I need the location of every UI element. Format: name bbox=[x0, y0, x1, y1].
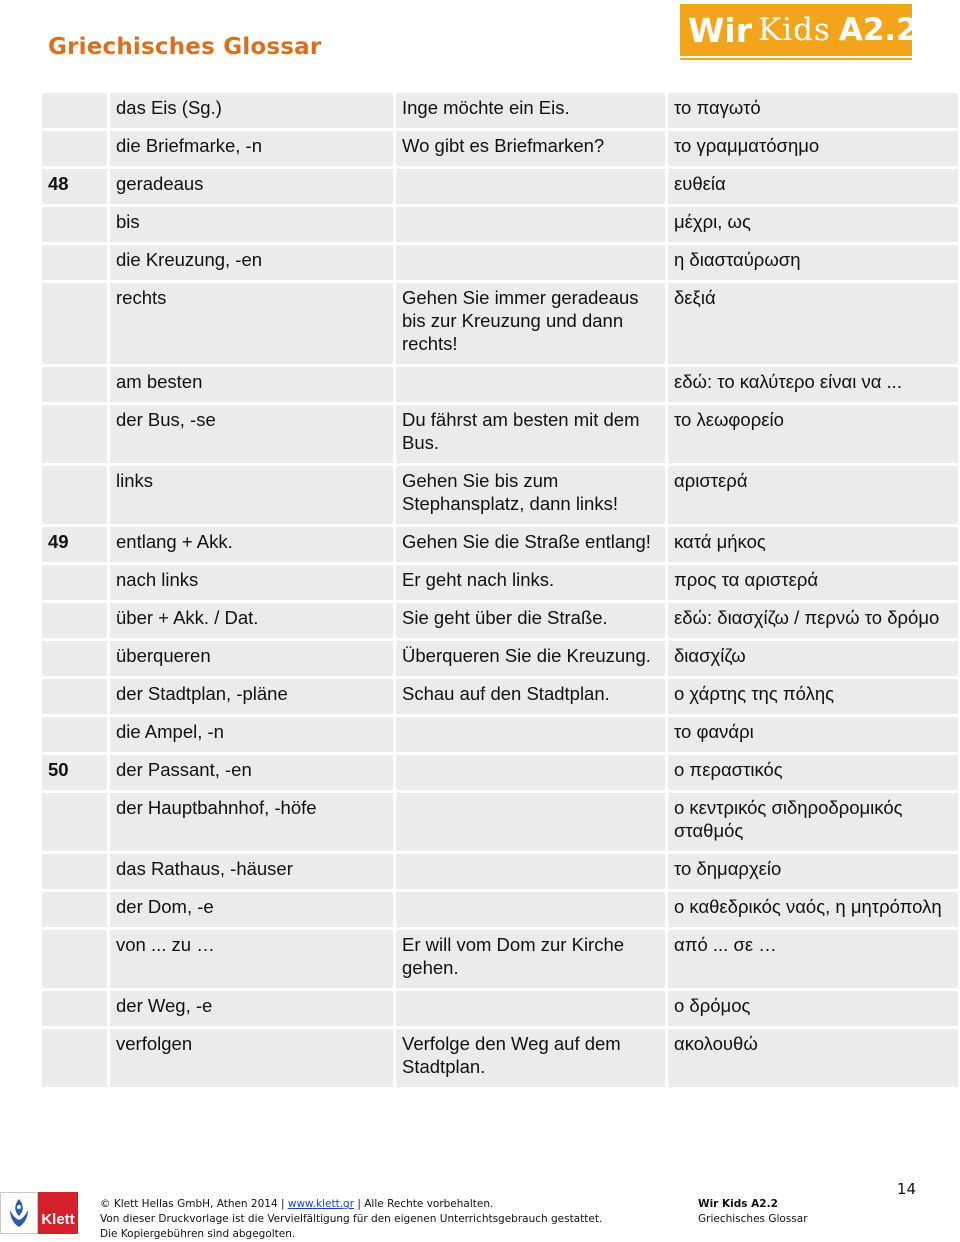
greek-translation: μέχρι, ως bbox=[668, 207, 958, 242]
unit-number bbox=[42, 793, 110, 851]
table-row bbox=[42, 641, 958, 676]
example-sentence bbox=[396, 245, 668, 280]
logo-level-text: A2.2 bbox=[838, 12, 918, 48]
german-word: von ... zu … bbox=[110, 930, 396, 988]
german-word: die Briefmarke, -n bbox=[110, 131, 396, 166]
table-row bbox=[42, 603, 958, 638]
table-row bbox=[42, 405, 958, 463]
table-row bbox=[42, 207, 958, 242]
klett-logo bbox=[0, 1192, 78, 1234]
example-sentence bbox=[396, 854, 668, 889]
example-sentence: Sie geht über die Straße. bbox=[396, 603, 668, 638]
unit-number bbox=[42, 565, 110, 600]
footer-line-3: Die Kopiergebühren sind abgegolten. bbox=[100, 1228, 296, 1240]
example-sentence bbox=[396, 892, 668, 927]
example-sentence: Inge möchte ein Eis. bbox=[396, 93, 668, 128]
german-word: rechts bbox=[110, 283, 396, 364]
example-sentence: Gehen Sie die Straße entlang! bbox=[396, 527, 668, 562]
greek-translation: ο δρόμος bbox=[668, 991, 958, 1026]
footer-rights: | Alle Rechte vorbehalten. bbox=[357, 1198, 494, 1210]
unit-number bbox=[42, 930, 110, 988]
german-word: bis bbox=[110, 207, 396, 242]
table-row bbox=[42, 565, 958, 600]
table-row bbox=[42, 717, 958, 752]
german-word: der Hauptbahnhof, -höfe bbox=[110, 793, 396, 851]
example-sentence: Verfolge den Weg auf dem Stadtplan. bbox=[396, 1029, 668, 1087]
table-row bbox=[42, 169, 958, 204]
example-sentence: Du fährst am besten mit dem Bus. bbox=[396, 405, 668, 463]
table-row bbox=[42, 793, 958, 851]
german-word: der Weg, -e bbox=[110, 991, 396, 1026]
table-row bbox=[42, 755, 958, 790]
greek-translation: το παγωτό bbox=[668, 93, 958, 128]
unit-number bbox=[42, 207, 110, 242]
unit-number: 49 bbox=[42, 527, 110, 562]
table-row bbox=[42, 245, 958, 280]
greek-translation: εδώ: το καλύτερο είναι να ... bbox=[668, 367, 958, 402]
unit-number bbox=[42, 679, 110, 714]
footer-book-info bbox=[698, 1197, 808, 1227]
german-word: der Passant, -en bbox=[110, 755, 396, 790]
greek-translation: ο χάρτης της πόλης bbox=[668, 679, 958, 714]
german-word: der Bus, -se bbox=[110, 405, 396, 463]
greek-translation: εδώ: διασχίζω / περνώ το δρόμο bbox=[668, 603, 958, 638]
german-word: die Ampel, -n bbox=[110, 717, 396, 752]
greek-translation: διασχίζω bbox=[668, 641, 958, 676]
greek-translation: το λεωφορείο bbox=[668, 405, 958, 463]
greek-translation: από ... σε … bbox=[668, 930, 958, 988]
table-row bbox=[42, 93, 958, 128]
german-word: geradeaus bbox=[110, 169, 396, 204]
unit-number bbox=[42, 367, 110, 402]
greek-translation: κατά μήκος bbox=[668, 527, 958, 562]
unit-number bbox=[42, 466, 110, 524]
table-row bbox=[42, 131, 958, 166]
greek-translation: η διασταύρωση bbox=[668, 245, 958, 280]
greek-translation: το φανάρι bbox=[668, 717, 958, 752]
footer-line-2: Von dieser Druckvorlage ist die Vervielfältigung für den eigenen Unterrichtsgebrauch gestattet. bbox=[100, 1213, 603, 1225]
unit-number bbox=[42, 854, 110, 889]
table-row bbox=[42, 466, 958, 524]
unit-number: 50 bbox=[42, 755, 110, 790]
greek-translation: αριστερά bbox=[668, 466, 958, 524]
unit-number bbox=[42, 603, 110, 638]
footer-line-1 bbox=[100, 1197, 602, 1212]
greek-translation: το δημαρχείο bbox=[668, 854, 958, 889]
table-row bbox=[42, 527, 958, 562]
table-row bbox=[42, 1029, 958, 1087]
table-row bbox=[42, 679, 958, 714]
example-sentence bbox=[396, 367, 668, 402]
german-word: entlang + Akk. bbox=[110, 527, 396, 562]
german-word: das Eis (Sg.) bbox=[110, 93, 396, 128]
unit-number bbox=[42, 991, 110, 1026]
greek-translation: προς τα αριστερά bbox=[668, 565, 958, 600]
unit-number bbox=[42, 131, 110, 166]
german-word: das Rathaus, -häuser bbox=[110, 854, 396, 889]
example-sentence: Gehen Sie immer geradeaus bis zur Kreuzung und dann rechts! bbox=[396, 283, 668, 364]
page-footer bbox=[0, 1192, 960, 1238]
example-sentence: Wo gibt es Briefmarken? bbox=[396, 131, 668, 166]
footer-book-title: Wir Kids A2.2 bbox=[698, 1198, 778, 1210]
page-title: Griechisches Glossar bbox=[48, 34, 322, 60]
table-row bbox=[42, 854, 958, 889]
example-sentence: Schau auf den Stadtplan. bbox=[396, 679, 668, 714]
unit-number bbox=[42, 717, 110, 752]
unit-number bbox=[42, 283, 110, 364]
example-sentence bbox=[396, 755, 668, 790]
german-word: am besten bbox=[110, 367, 396, 402]
glossary-table bbox=[42, 90, 958, 1090]
german-word: die Kreuzung, -en bbox=[110, 245, 396, 280]
unit-number bbox=[42, 93, 110, 128]
greek-translation: ο καθεδρικός ναός, η μητρόπολη bbox=[668, 892, 958, 927]
german-word: überqueren bbox=[110, 641, 396, 676]
table-row bbox=[42, 991, 958, 1026]
footer-copyright: © Klett Hellas GmbH, Athen 2014 | bbox=[100, 1198, 285, 1210]
example-sentence: Er geht nach links. bbox=[396, 565, 668, 600]
unit-number bbox=[42, 892, 110, 927]
unit-number bbox=[42, 1029, 110, 1087]
unit-number bbox=[42, 405, 110, 463]
page-number: 14 bbox=[896, 1180, 916, 1198]
german-word: der Dom, -e bbox=[110, 892, 396, 927]
footer-website-link[interactable]: www.klett.gr bbox=[287, 1198, 355, 1210]
greek-translation: ευθεία bbox=[668, 169, 958, 204]
example-sentence bbox=[396, 793, 668, 851]
example-sentence bbox=[396, 991, 668, 1026]
example-sentence bbox=[396, 169, 668, 204]
table-row bbox=[42, 367, 958, 402]
german-word: links bbox=[110, 466, 396, 524]
greek-translation: ακολουθώ bbox=[668, 1029, 958, 1087]
greek-translation: ο κεντρικός σιδηροδρομικός σταθμός bbox=[668, 793, 958, 851]
german-word: der Stadtplan, -pläne bbox=[110, 679, 396, 714]
footer-legal bbox=[100, 1197, 602, 1242]
example-sentence bbox=[396, 717, 668, 752]
example-sentence: Er will vom Dom zur Kirche gehen. bbox=[396, 930, 668, 988]
german-word: über + Akk. / Dat. bbox=[110, 603, 396, 638]
logo-kids-text: Kids bbox=[758, 12, 831, 48]
footer-book-subtitle: Griechisches Glossar bbox=[698, 1213, 808, 1225]
unit-number bbox=[42, 641, 110, 676]
wir-kids-logo bbox=[680, 4, 918, 56]
logo-wir-text: Wir bbox=[688, 10, 752, 50]
greek-translation: δεξιά bbox=[668, 283, 958, 364]
logo-underline bbox=[680, 58, 912, 60]
glossary-body bbox=[42, 93, 958, 1087]
table-row bbox=[42, 283, 958, 364]
example-sentence: Gehen Sie bis zum Stephansplatz, dann links! bbox=[396, 466, 668, 524]
klett-emblem-icon bbox=[0, 1192, 38, 1234]
german-word: verfolgen bbox=[110, 1029, 396, 1087]
german-word: nach links bbox=[110, 565, 396, 600]
example-sentence bbox=[396, 207, 668, 242]
table-row bbox=[42, 892, 958, 927]
unit-number bbox=[42, 245, 110, 280]
example-sentence: Überqueren Sie die Kreuzung. bbox=[396, 641, 668, 676]
unit-number: 48 bbox=[42, 169, 110, 204]
greek-translation: ο περαστικός bbox=[668, 755, 958, 790]
table-row bbox=[42, 930, 958, 988]
greek-translation: το γραμματόσημο bbox=[668, 131, 958, 166]
klett-logo-text: Klett bbox=[38, 1192, 78, 1234]
